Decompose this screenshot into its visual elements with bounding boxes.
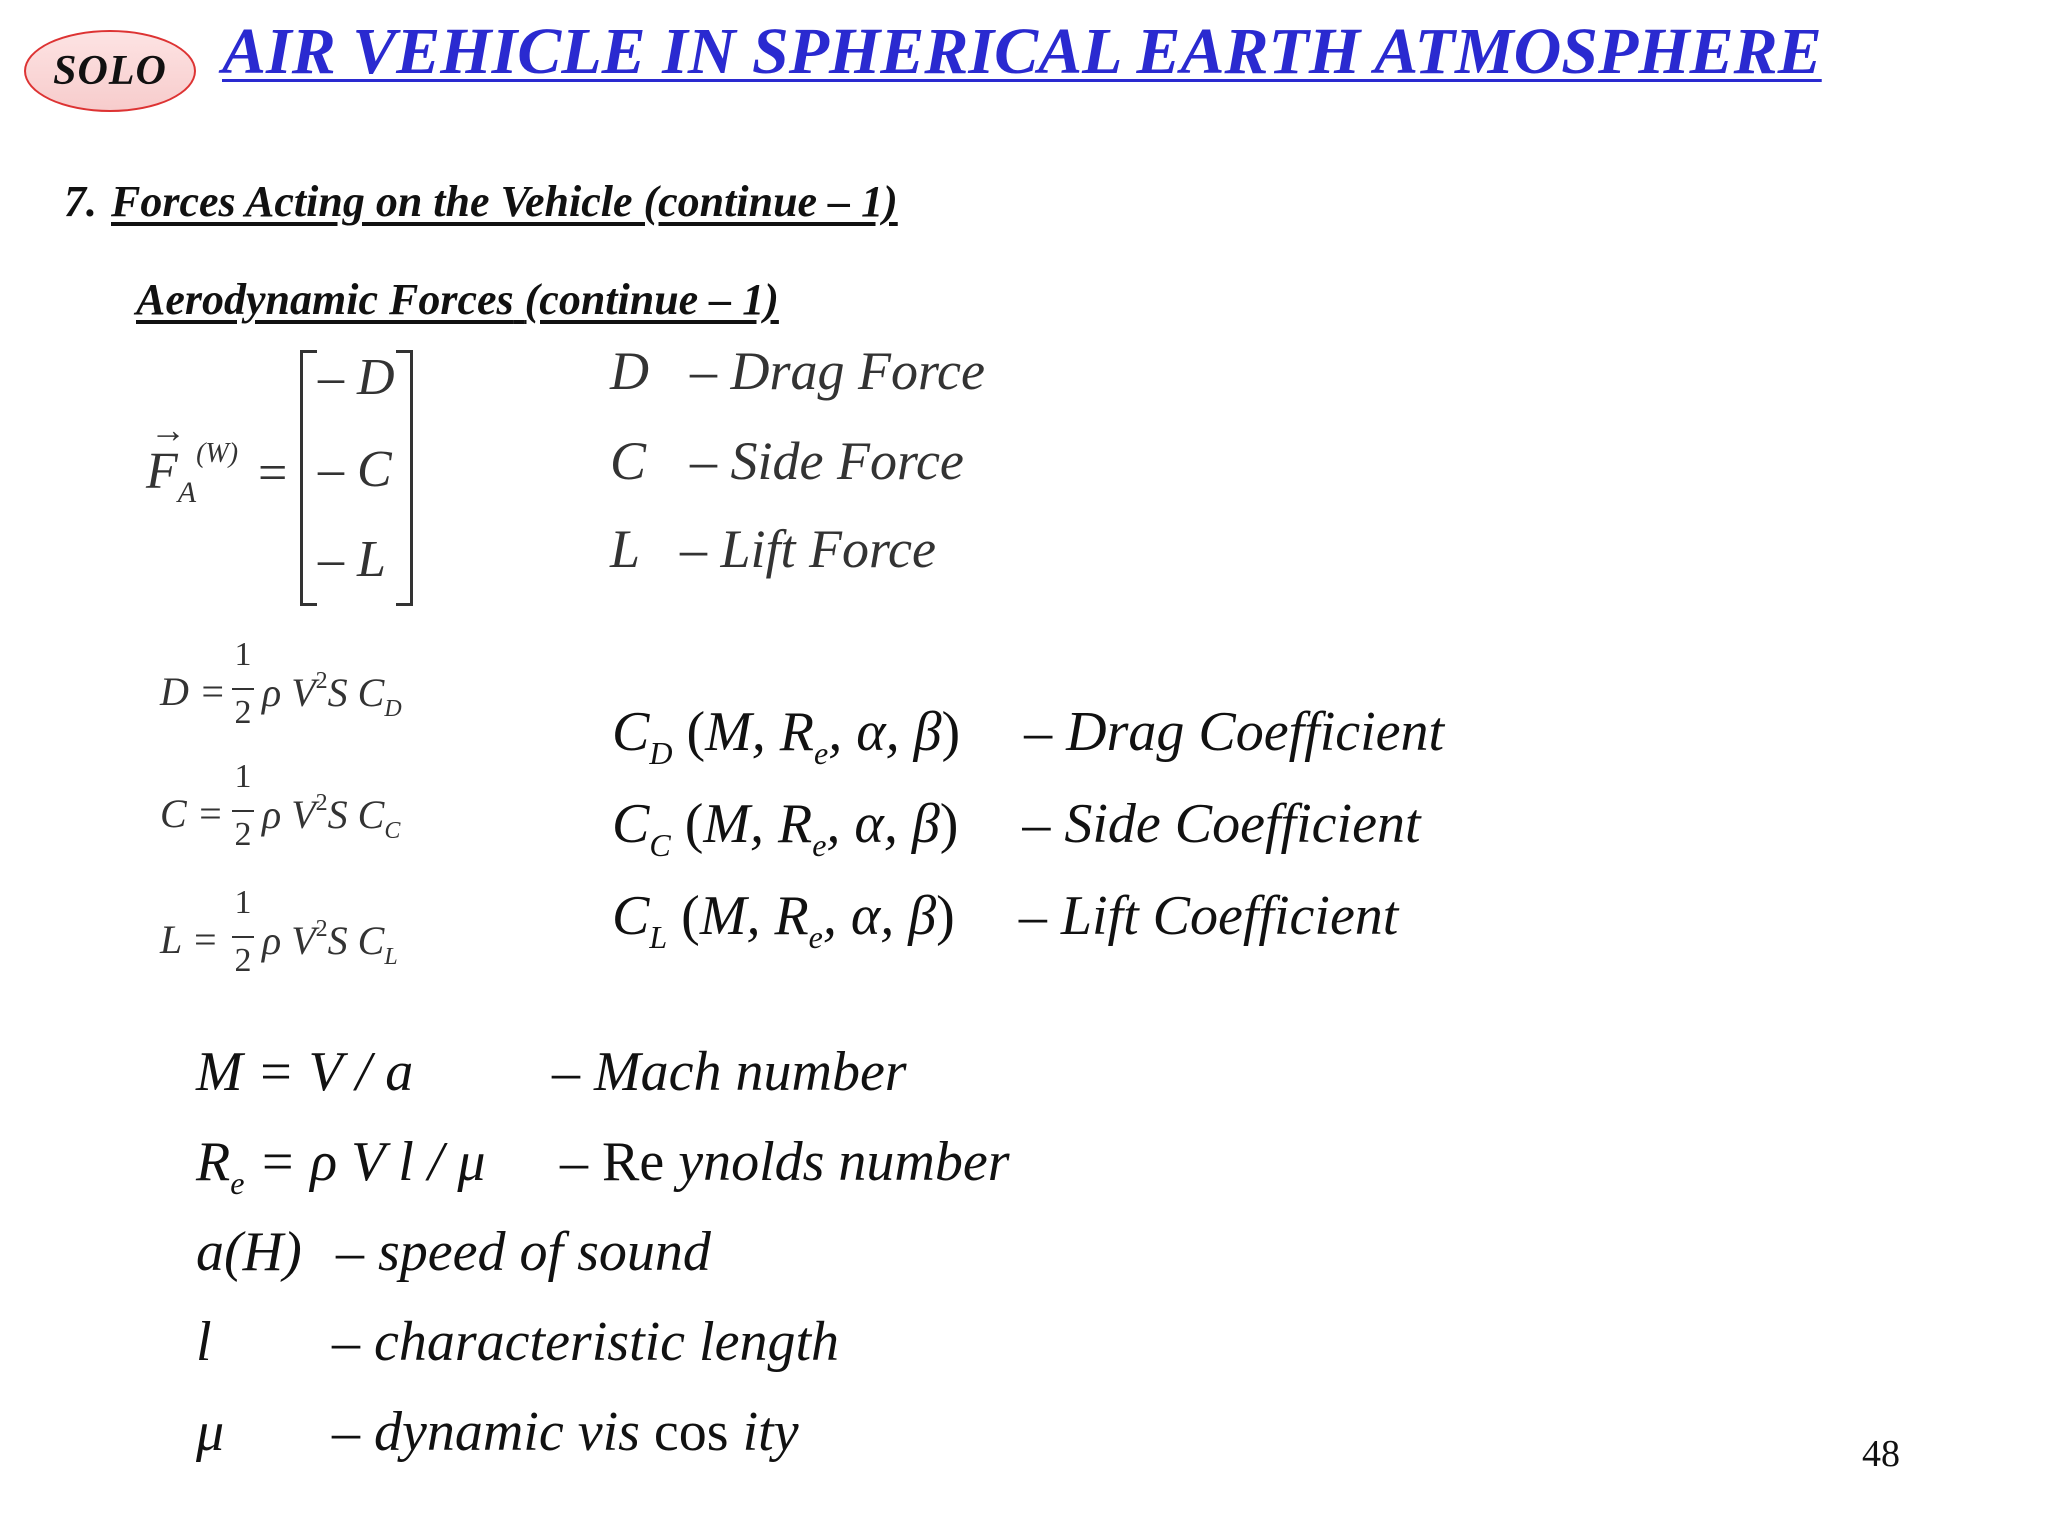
- subsection-heading: [136, 274, 779, 325]
- force-symbol: F: [146, 443, 178, 500]
- section-continue: (continue – 1): [643, 177, 898, 226]
- page-number: 48: [1862, 1433, 1900, 1475]
- force-def-side: C – Side Force: [610, 431, 964, 491]
- matrix-equals: =: [258, 445, 288, 502]
- definition-characteristic-length: l – characteristic length: [196, 1311, 840, 1373]
- force-def-lift: L – Lift Force: [610, 519, 936, 579]
- slide-title: AIR VEHICLE IN SPHERICAL EARTH ATMOSPHERE: [222, 15, 1822, 88]
- matrix-entry-drag: – D: [318, 349, 395, 406]
- matrix-entry-side: – C: [318, 441, 392, 498]
- coefficient-drag: $C_D$ (M, $R_e$, α, β) – Drag Coefficient: [612, 701, 1445, 771]
- matrix-right-bracket: [396, 350, 413, 606]
- coefficient-side: $C_C$ (M, $R_e$, α, β) – Side Coefficient: [612, 793, 1421, 863]
- subsection-title: Aerodynamic Forces: [136, 275, 514, 324]
- matrix-entry-lift: – L: [318, 531, 386, 588]
- section-title: Forces Acting on the Vehicle: [111, 177, 633, 226]
- definition-dynamic-viscosity: μ – dynamic vis cos ity: [196, 1401, 799, 1463]
- logo-text: SOLO: [53, 48, 167, 94]
- definition-mach: M = V / a – Mach number: [196, 1041, 907, 1103]
- force-def-drag: D – Drag Force: [610, 341, 985, 401]
- solo-logo: [24, 30, 196, 112]
- coefficient-lift: $C_L$ (M, $R_e$, α, β) – Lift Coefficient: [612, 885, 1399, 955]
- subsection-continue: (continue – 1): [524, 275, 779, 324]
- force-vector-lhs: → $F_A^{(W)}$: [146, 410, 239, 509]
- section-heading: [64, 176, 898, 227]
- section-number: 7.: [64, 177, 97, 226]
- definition-reynolds: $R_e = \rho$ V l / μ – Re ynolds number: [196, 1131, 1010, 1201]
- matrix-left-bracket: [300, 350, 317, 606]
- force-subscript: A: [177, 476, 197, 509]
- force-superscript: (W): [196, 438, 239, 469]
- definition-speed-of-sound: a(H) – speed of sound: [196, 1221, 711, 1283]
